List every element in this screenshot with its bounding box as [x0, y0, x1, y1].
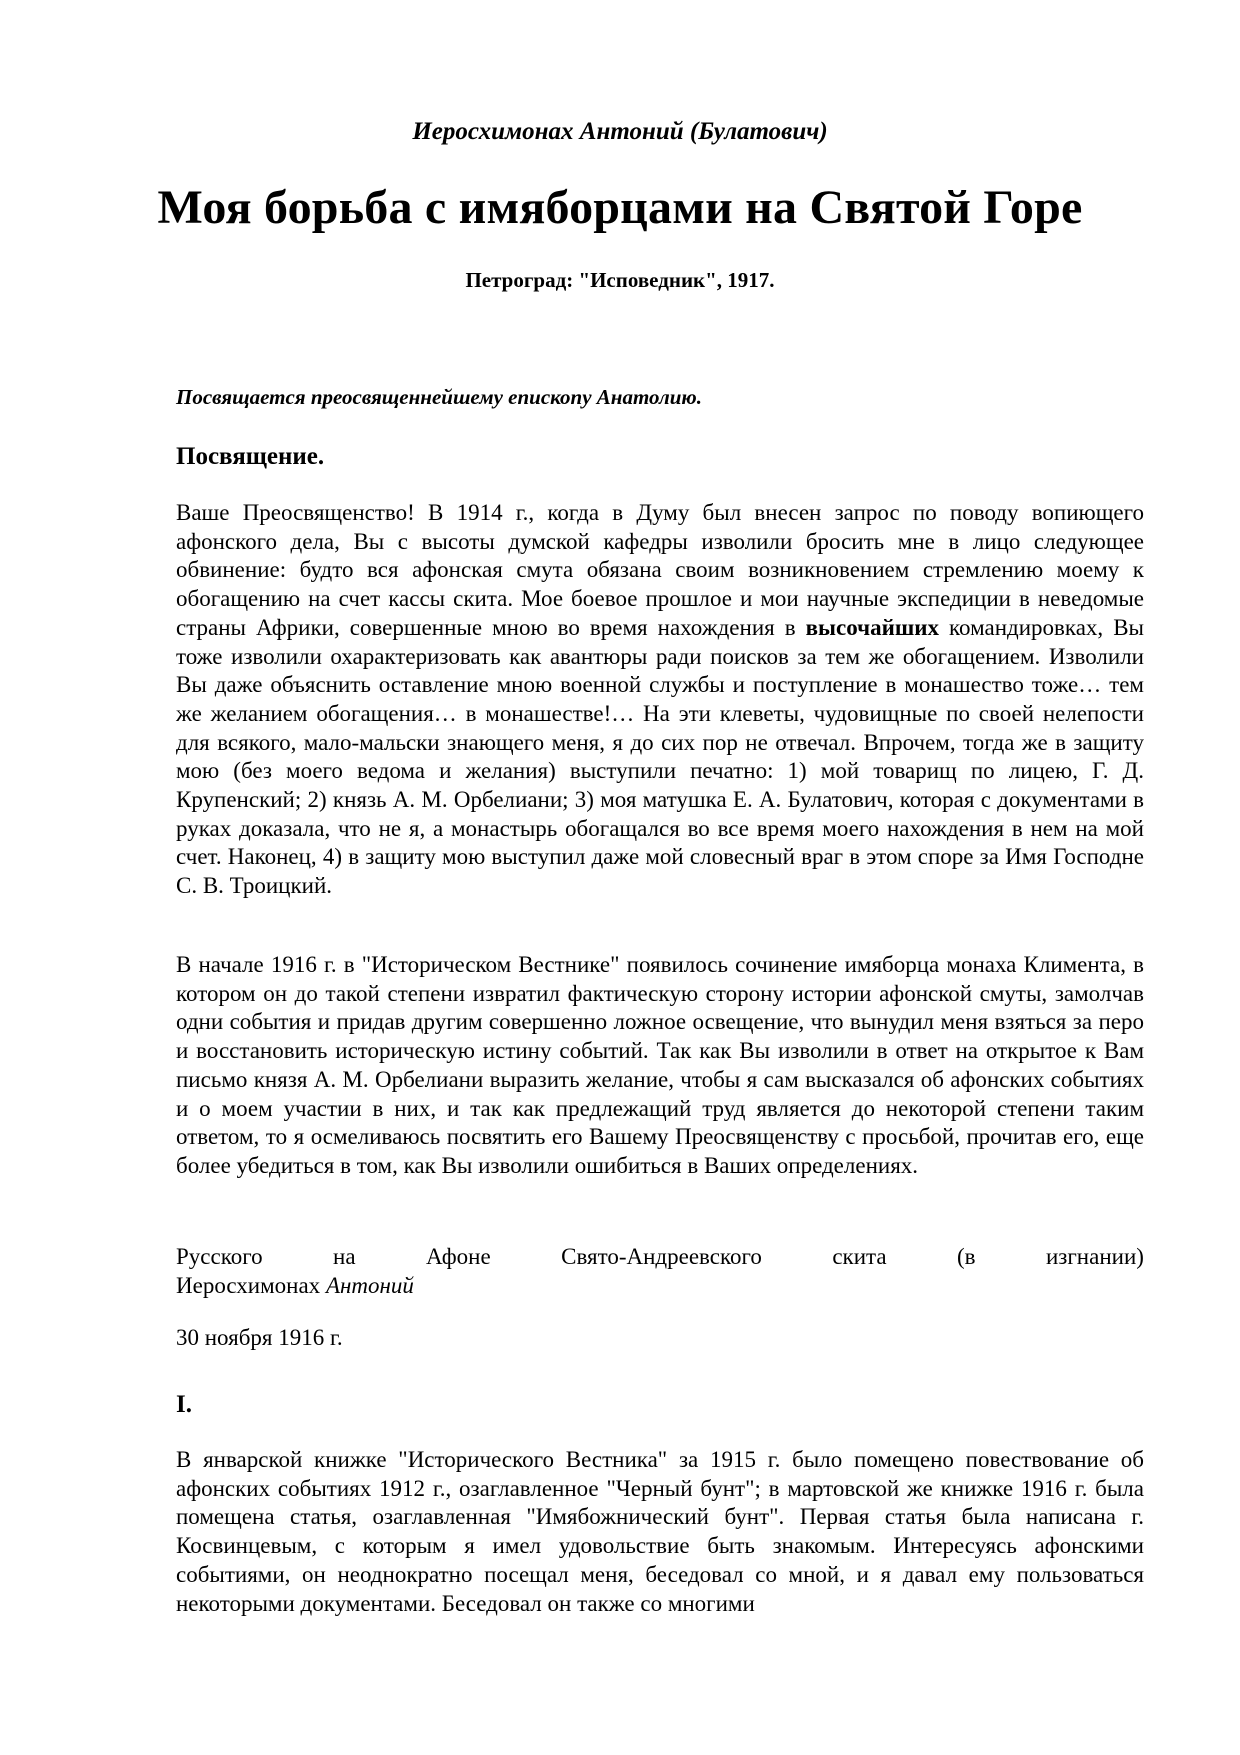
signature-word: Афоне [426, 1244, 491, 1269]
dedication-paragraph-1 [176, 499, 1144, 901]
document-title: Моя борьба с имяборцами на Святой Горе [157, 181, 1083, 234]
signature-block [176, 1243, 1144, 1300]
section-heading-dedication: Посвящение. [176, 443, 325, 470]
paragraph-text: Ваше Преосвященство! В 1914 г., когда в Думу был внесен запрос по поводу вопиющего афонского дела, Вы с высоты думской кафедры изволили бросить мне в лицо следующее обвинение: будто вся афонская смута обязана своим возникновением стремлению моему к обогащению на счет кассы скита. Мое боевое прошлое и мои научные экспедиции в неведомые страны Африки, совершенные мною во время нахождения в [176, 500, 1144, 640]
signature-word: Русского [176, 1244, 263, 1269]
signature-date: 30 ноября 1916 г. [176, 1325, 343, 1350]
section-one-paragraph-1: В январской книжке "Исторического Вестника" за 1915 г. было помещено повествование об афонских событиях 1912 г., озаглавленное "Черный бунт"; в мартовской же книжке 1916 г. была помещена статья, озаглавленная "Имябожнический бунт". Первая статья была написана г. Косвинцевым, с которым я имел удовольствие быть знакомым. Интересуясь афонскими событиями, он неоднократно посещал меня, беседовал со мной, и я давал ему пользоваться некоторыми документами. Беседовал он также со многими [176, 1447, 1144, 1616]
signature-name: Антоний [325, 1272, 414, 1298]
signature-line-1 [176, 1243, 1144, 1272]
author-line: Иеросхимонах Антоний (Булатович) [412, 118, 828, 145]
signature-word: на [333, 1244, 356, 1269]
signature-title: Иеросхимонах [176, 1272, 326, 1298]
dedication-paragraph-2: В начале 1916 г. в "Историческом Вестнике" появилось сочинение имяборца монаха Климента, в котором он до такой степени извратил фактическую сторону истории афонской смуты, замолчав одни события и придав другим совершенно ложное освещение, что вынудил меня взяться за перо и восстановить историческую истину событий. Так как Вы изволили в ответ на открытое к Вам письмо князя А. М. Орбелиани выразить желание, чтобы я сам высказался об афонских событиях и о моем участии в них, и так как предлежащий труд является до некоторой степени таким ответом, то я осмеливаюсь посвятить его Вашему Преосвященству с просьбой, прочитав его, еще более убедиться в том, как Вы изволили ошибиться в Ваших определениях. [176, 952, 1144, 1178]
section-heading-one: I. [176, 1391, 192, 1418]
paragraph-text: командировках, Вы тоже изволили охарактеризовать как авантюры ради поисков за тем же обогащением. Изволили Вы даже объяснить оставление мною военной службы и поступление в монашество тоже… тем же желанием обогащения… в монашестве!… На эти клеветы, чудовищные по своей нелепости для всякого, мало-мальски знающего меня, я до сих пор не отвечал. Впрочем, тогда же в защиту мою (без моего ведома и желания) выступили печатно: 1) мой товарищ по лицею, Г. Д. Крупенский; 2) князь А. М. Орбелиани; 3) моя матушка Е. А. Булатович, которая с документами в руках доказала, что не я, а монастырь обогащался во все время моего нахождения в нем на мой счет. Наконец, 4) в защиту мою выступил даже мой словесный враг в этом споре за Имя Господне С. В. Троицкий. [176, 614, 1145, 899]
signature-word: скита [832, 1244, 887, 1269]
bold-word: высочайших [805, 614, 940, 640]
signature-line-2 [176, 1272, 1144, 1301]
signature-word: Свято-Андреевского [561, 1244, 762, 1269]
signature-word: (в [957, 1244, 976, 1269]
dedication-line: Посвящается преосвященнейшему епископу Анатолию. [176, 385, 703, 409]
signature-word: изгнании) [1045, 1244, 1144, 1269]
publication-imprint: Петроград: "Исповедник", 1917. [465, 268, 775, 292]
